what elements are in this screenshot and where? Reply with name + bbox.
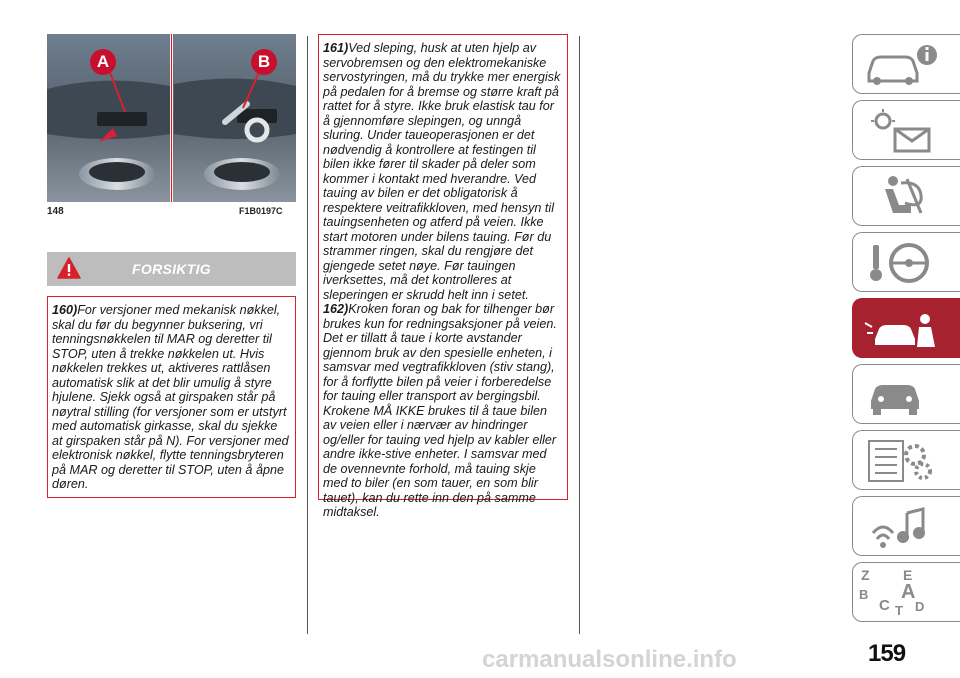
tab-seat-airbag[interactable] — [852, 166, 960, 226]
tab-technical-data[interactable] — [852, 430, 960, 490]
note-text: For versjoner med mekanisk nøkkel, skal du før du begynner buksering, vri tenningsnøkkelen til MAR og deretter til STOP, uten å trekke nøkkelen ut. Hvis nøkkelen trekkes ut, aktiveres rattlåsen automatisk slik at det blir umulig å styre hjulene. Sjekk også at girspaken står på nøytral stilling (for versjoner som er utstyrt med automatisk girkasse, skal du sjekke at girspaken står på N). For versjoner med elektronisk nøkkel, flytte tenningsbryteren på MAR og deretter til STOP, uten å åpne døren. — [52, 303, 289, 491]
warning-header — [47, 252, 296, 286]
figure-number: 148 — [47, 206, 64, 217]
alphabetical-index-icon: Z E B A C D T — [859, 567, 925, 618]
warning-triangle-icon — [57, 257, 81, 279]
note-number: 162) — [323, 302, 349, 316]
note-text: Kroken foran og bak for tilhenger bør brukes kun for redningsaksjoner på veien. Det er tillatt å taue i korte avstander gjennom bruk av den spesielle enheten, i samsvar med vegtrafikkloven (stiv stang), for å forflytte bilen på veier i forberedelse for tauing eller transport av bergingsbil. Krokene MÅ IKKE brukes til å taue bilen av veien eller i nærvær av hindringer og/eller for tauing ved hjelp av kabler eller andre ikke-stive enheter. I samsvar med de ovennevnte forhold, må tauing skje med to biler (en som tauer, en som blir tauet), kan du rette inn den på samme midtaksel. — [323, 302, 557, 519]
tab-key-steering[interactable] — [852, 232, 960, 292]
label-a: A — [96, 52, 110, 71]
warning-title: FORSIKTIG — [132, 261, 211, 277]
multimedia-icon — [863, 503, 943, 551]
car-info-icon — [863, 41, 943, 89]
tab-multimedia[interactable] — [852, 496, 960, 556]
note-number: 160) — [52, 303, 78, 317]
note-text: Ved sleping, husk at uten hjelp av servobremsen og den elektromekaniske servostyringen, må du trykke mer energisk på pedalen for å bremse og større kraft på rattet for å styre. Ikke bruk elastisk tau for å gjennomføre slepingen, og unngå sluring. Under taueoperasjonen er det nødvendig å kontrollere at festingen til bilen ikke fører til skader på deler som kommer i kontakt med hverandre. Ved tauing av bilen er det obligatorisk å respektere veitrafikkloven, med hensyn til tauingsenheten og atferd på veien. Ikke start motoren under bilens tauing. Før du strammer ringen, skal du rengjøre det gjengede setet nøye. Før tauingen iverksettes, må det kontrolleres at sleperingen er skrudd helt inn i setet. — [323, 41, 561, 302]
warning-note-160 — [47, 296, 296, 498]
label-b: B — [257, 52, 271, 71]
warning-notes-161-162 — [318, 34, 568, 519]
tab-car-info[interactable] — [852, 34, 960, 94]
bumper-illustration — [47, 34, 296, 202]
tab-dashboard-lights[interactable] — [852, 100, 960, 160]
seat-airbag-icon — [863, 173, 943, 221]
watermark: carmanualsonline.info — [482, 646, 737, 673]
tab-car-maintenance[interactable] — [852, 364, 960, 424]
column-divider — [307, 36, 308, 634]
tab-emergency[interactable] — [852, 298, 960, 358]
technical-data-icon — [863, 437, 943, 485]
tab-alphabetical-index[interactable] — [852, 562, 960, 622]
note-number: 161) — [323, 41, 349, 55]
column-divider — [579, 36, 580, 634]
figure-code: F1B0197C — [239, 206, 283, 216]
key-steering-icon — [863, 239, 943, 287]
dashboard-lights-icon — [863, 107, 943, 155]
emergency-car-icon — [863, 305, 943, 353]
car-maintenance-icon — [863, 371, 943, 419]
page-number: 159 — [868, 640, 906, 667]
